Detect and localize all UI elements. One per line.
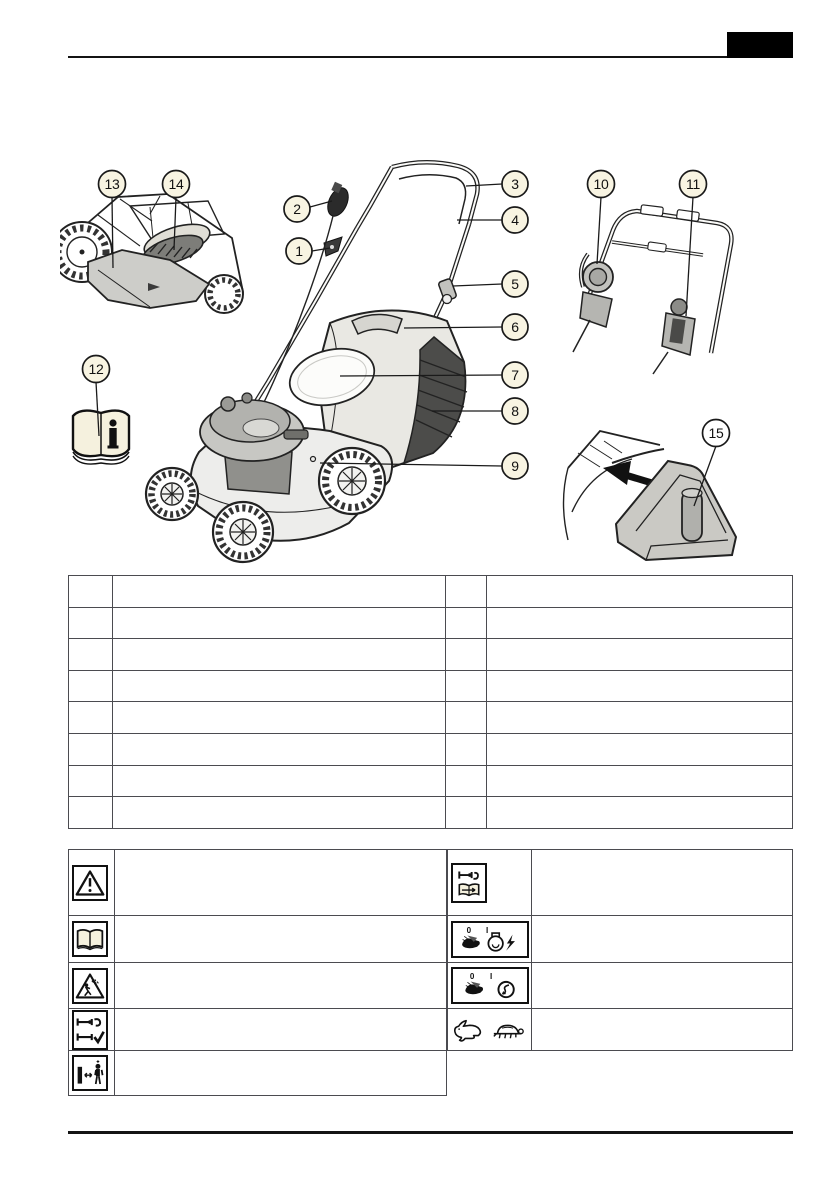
part-number-cell	[69, 607, 113, 639]
callout-10	[588, 171, 615, 198]
part-description-cell	[113, 797, 446, 829]
svg-text:1: 1	[295, 243, 303, 259]
part-number-cell	[69, 576, 113, 608]
part-description-cell	[487, 670, 793, 702]
svg-text:15: 15	[708, 425, 724, 441]
svg-text:I: I	[490, 972, 493, 982]
mulch-flap-detail-diagram	[60, 194, 243, 313]
part-number-cell	[446, 576, 487, 608]
callout-13	[99, 171, 126, 198]
symbol-row	[69, 1009, 447, 1051]
symbol-description	[115, 963, 447, 1009]
turtle-slow-icon	[492, 1019, 525, 1041]
callout-4	[502, 207, 528, 233]
part-number-cell	[446, 670, 487, 702]
part-number-cell	[446, 733, 487, 765]
blade-condition-check-icon	[72, 1010, 108, 1050]
rear-left-wheel	[146, 468, 198, 520]
instruction-manual-book-icon	[73, 411, 129, 464]
symbol-description	[532, 850, 793, 916]
blade-maintenance-manual-icon	[451, 863, 487, 903]
rear-right-wheel	[319, 448, 385, 514]
callout-1	[286, 238, 312, 264]
svg-text:7: 7	[511, 367, 519, 383]
mulch-plug-diagram	[564, 431, 737, 560]
part-description-cell	[487, 702, 793, 734]
svg-text:6: 6	[511, 319, 519, 335]
parts-table-row	[69, 733, 793, 765]
part-number-cell	[69, 702, 113, 734]
language-corner-tab	[727, 32, 793, 58]
part-description-cell	[487, 639, 793, 671]
svg-text:0: 0	[466, 925, 472, 935]
overview-diagrams	[60, 150, 800, 570]
part-number-cell	[446, 607, 487, 639]
footer-rule	[68, 1131, 793, 1134]
front-wheel	[213, 502, 273, 562]
symbol-row	[448, 1009, 793, 1051]
symbol-row	[69, 916, 447, 963]
parts-table	[68, 575, 793, 829]
svg-text:0: 0	[469, 972, 475, 982]
part-number-cell	[446, 765, 487, 797]
svg-text:2: 2	[293, 201, 301, 217]
symbol-description	[115, 1051, 447, 1096]
symbols-table-right	[447, 849, 793, 1051]
part-description-cell	[487, 576, 793, 608]
parts-table-row	[69, 797, 793, 829]
parts-table-row	[69, 702, 793, 734]
part-description-cell	[113, 765, 446, 797]
part-number-cell	[69, 639, 113, 671]
part-description-cell	[113, 670, 446, 702]
symbol-description	[532, 1009, 793, 1051]
part-description-cell	[113, 733, 446, 765]
flying-objects-warning-icon	[72, 968, 108, 1004]
warning-triangle-icon	[72, 865, 108, 901]
svg-text:5: 5	[511, 276, 519, 292]
callout-5	[502, 271, 528, 297]
part-description-cell	[487, 797, 793, 829]
symbol-description	[532, 963, 793, 1009]
callout-9	[502, 453, 528, 479]
callout-8	[502, 398, 528, 424]
symbol-description	[115, 1009, 447, 1051]
part-number-cell	[446, 797, 487, 829]
symbol-row	[69, 963, 447, 1009]
part-number-cell	[446, 639, 487, 671]
part-description-cell	[487, 765, 793, 797]
stop-engine-disconnect-spark-plug-icon	[451, 921, 529, 958]
starter-rope-guide	[573, 254, 613, 352]
part-description-cell	[487, 733, 793, 765]
callout-15	[703, 420, 730, 447]
callout-7	[502, 362, 528, 388]
svg-text:14: 14	[168, 176, 184, 192]
part-number-cell	[69, 765, 113, 797]
part-description-cell	[113, 702, 446, 734]
blade-run-on-icon	[451, 967, 529, 1004]
parts-table-row	[69, 670, 793, 702]
symbol-description	[532, 916, 793, 963]
callout-2	[284, 196, 310, 222]
svg-text:9: 9	[511, 458, 519, 474]
rabbit-fast-icon	[451, 1016, 485, 1044]
part-description-cell	[487, 607, 793, 639]
part-description-cell	[113, 576, 446, 608]
symbol-description	[115, 916, 447, 963]
svg-text:8: 8	[511, 403, 519, 419]
svg-text:4: 4	[511, 212, 519, 228]
callout-11	[680, 171, 707, 198]
handlebar-detail-diagram	[573, 205, 731, 374]
callout-14	[163, 171, 190, 198]
parts-table-body	[69, 576, 793, 829]
header-rule	[68, 56, 727, 58]
callout-3	[502, 171, 528, 197]
parts-table-row	[69, 639, 793, 671]
cable-clip-detail	[653, 299, 695, 374]
part-description-cell	[113, 607, 446, 639]
symbols-table-left	[68, 849, 447, 1096]
parts-table-row	[69, 765, 793, 797]
part-description-cell	[113, 639, 446, 671]
symbol-row	[448, 963, 793, 1009]
callout-12	[83, 356, 110, 383]
svg-text:10: 10	[593, 176, 609, 192]
parts-table-row	[69, 576, 793, 608]
symbol-row	[69, 850, 447, 916]
speed-fast-slow-icon	[451, 1016, 531, 1044]
part-number-cell	[69, 670, 113, 702]
read-manual-icon	[72, 921, 108, 957]
callout-6	[502, 314, 528, 340]
symbol-description	[115, 850, 447, 916]
symbol-row	[69, 1051, 447, 1096]
part-number-cell	[446, 702, 487, 734]
keep-distance-icon	[72, 1055, 108, 1091]
parts-table-row	[69, 607, 793, 639]
svg-text:12: 12	[88, 361, 104, 377]
mower-main-diagram	[146, 162, 478, 562]
svg-text:I: I	[485, 925, 489, 935]
svg-text:11: 11	[686, 176, 700, 192]
svg-text:3: 3	[511, 176, 519, 192]
symbol-row	[448, 850, 793, 916]
symbol-row	[448, 916, 793, 963]
svg-text:13: 13	[104, 176, 120, 192]
part-number-cell	[69, 733, 113, 765]
part-number-cell	[69, 797, 113, 829]
